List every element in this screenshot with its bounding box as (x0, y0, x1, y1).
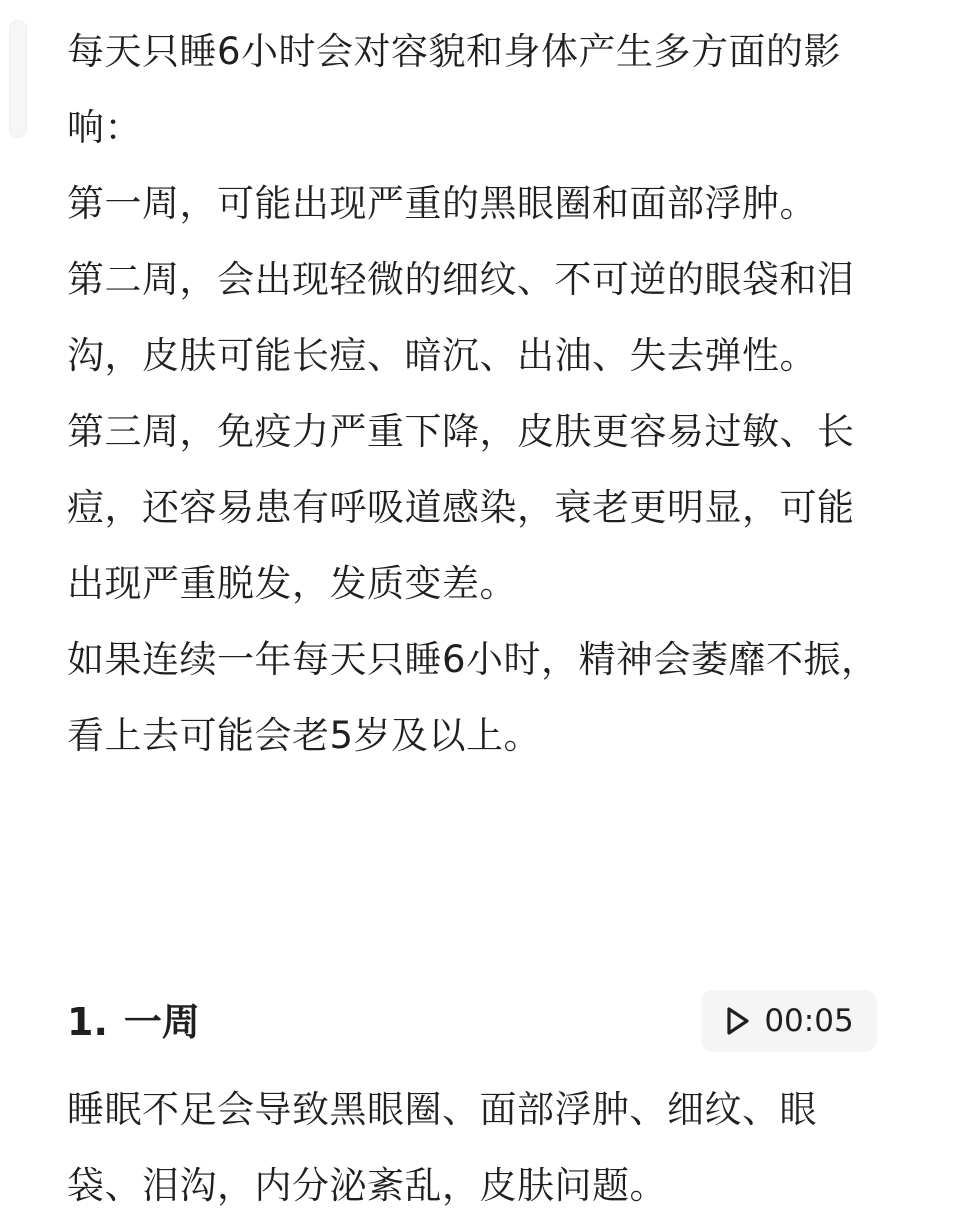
intro-paragraph: 每天只睡6小时会对容貌和身体产生多方面的影响： (67, 30, 842, 149)
play-icon (724, 1006, 750, 1036)
section-title-text: 一周 (123, 1000, 200, 1044)
section-title (67, 990, 200, 1054)
section-number: 1. (67, 1000, 108, 1044)
one-year-paragraph: 如果连续一年每天只睡6小时，精神会萎靡不振，看上去可能会老5岁及以上。 (67, 638, 879, 757)
left-scroll-indicator (9, 20, 27, 138)
section-header (67, 990, 877, 1054)
answer-content (67, 14, 887, 774)
section-body (67, 1072, 887, 1224)
audio-duration: 00:05 (764, 1003, 854, 1039)
week-one-paragraph: 第一周，可能出现严重的黑眼圈和面部浮肿。 (67, 182, 817, 225)
week-two-paragraph: 第二周，会出现轻微的细纹、不可逆的眼袋和泪沟，皮肤可能长痘、暗沉、出油、失去弹性。 (67, 258, 855, 377)
audio-play-button[interactable] (701, 990, 877, 1052)
week-three-paragraph: 第三周，免疫力严重下降，皮肤更容易过敏、长痘，还容易患有呼吸道感染，衰老更明显，可能出现严重脱发，发质变差。 (67, 410, 855, 605)
section-body-paragraph: 睡眠不足会导致黑眼圈、面部浮肿、细纹、眼袋、泪沟，内分泌紊乱，皮肤问题。 (67, 1088, 817, 1207)
